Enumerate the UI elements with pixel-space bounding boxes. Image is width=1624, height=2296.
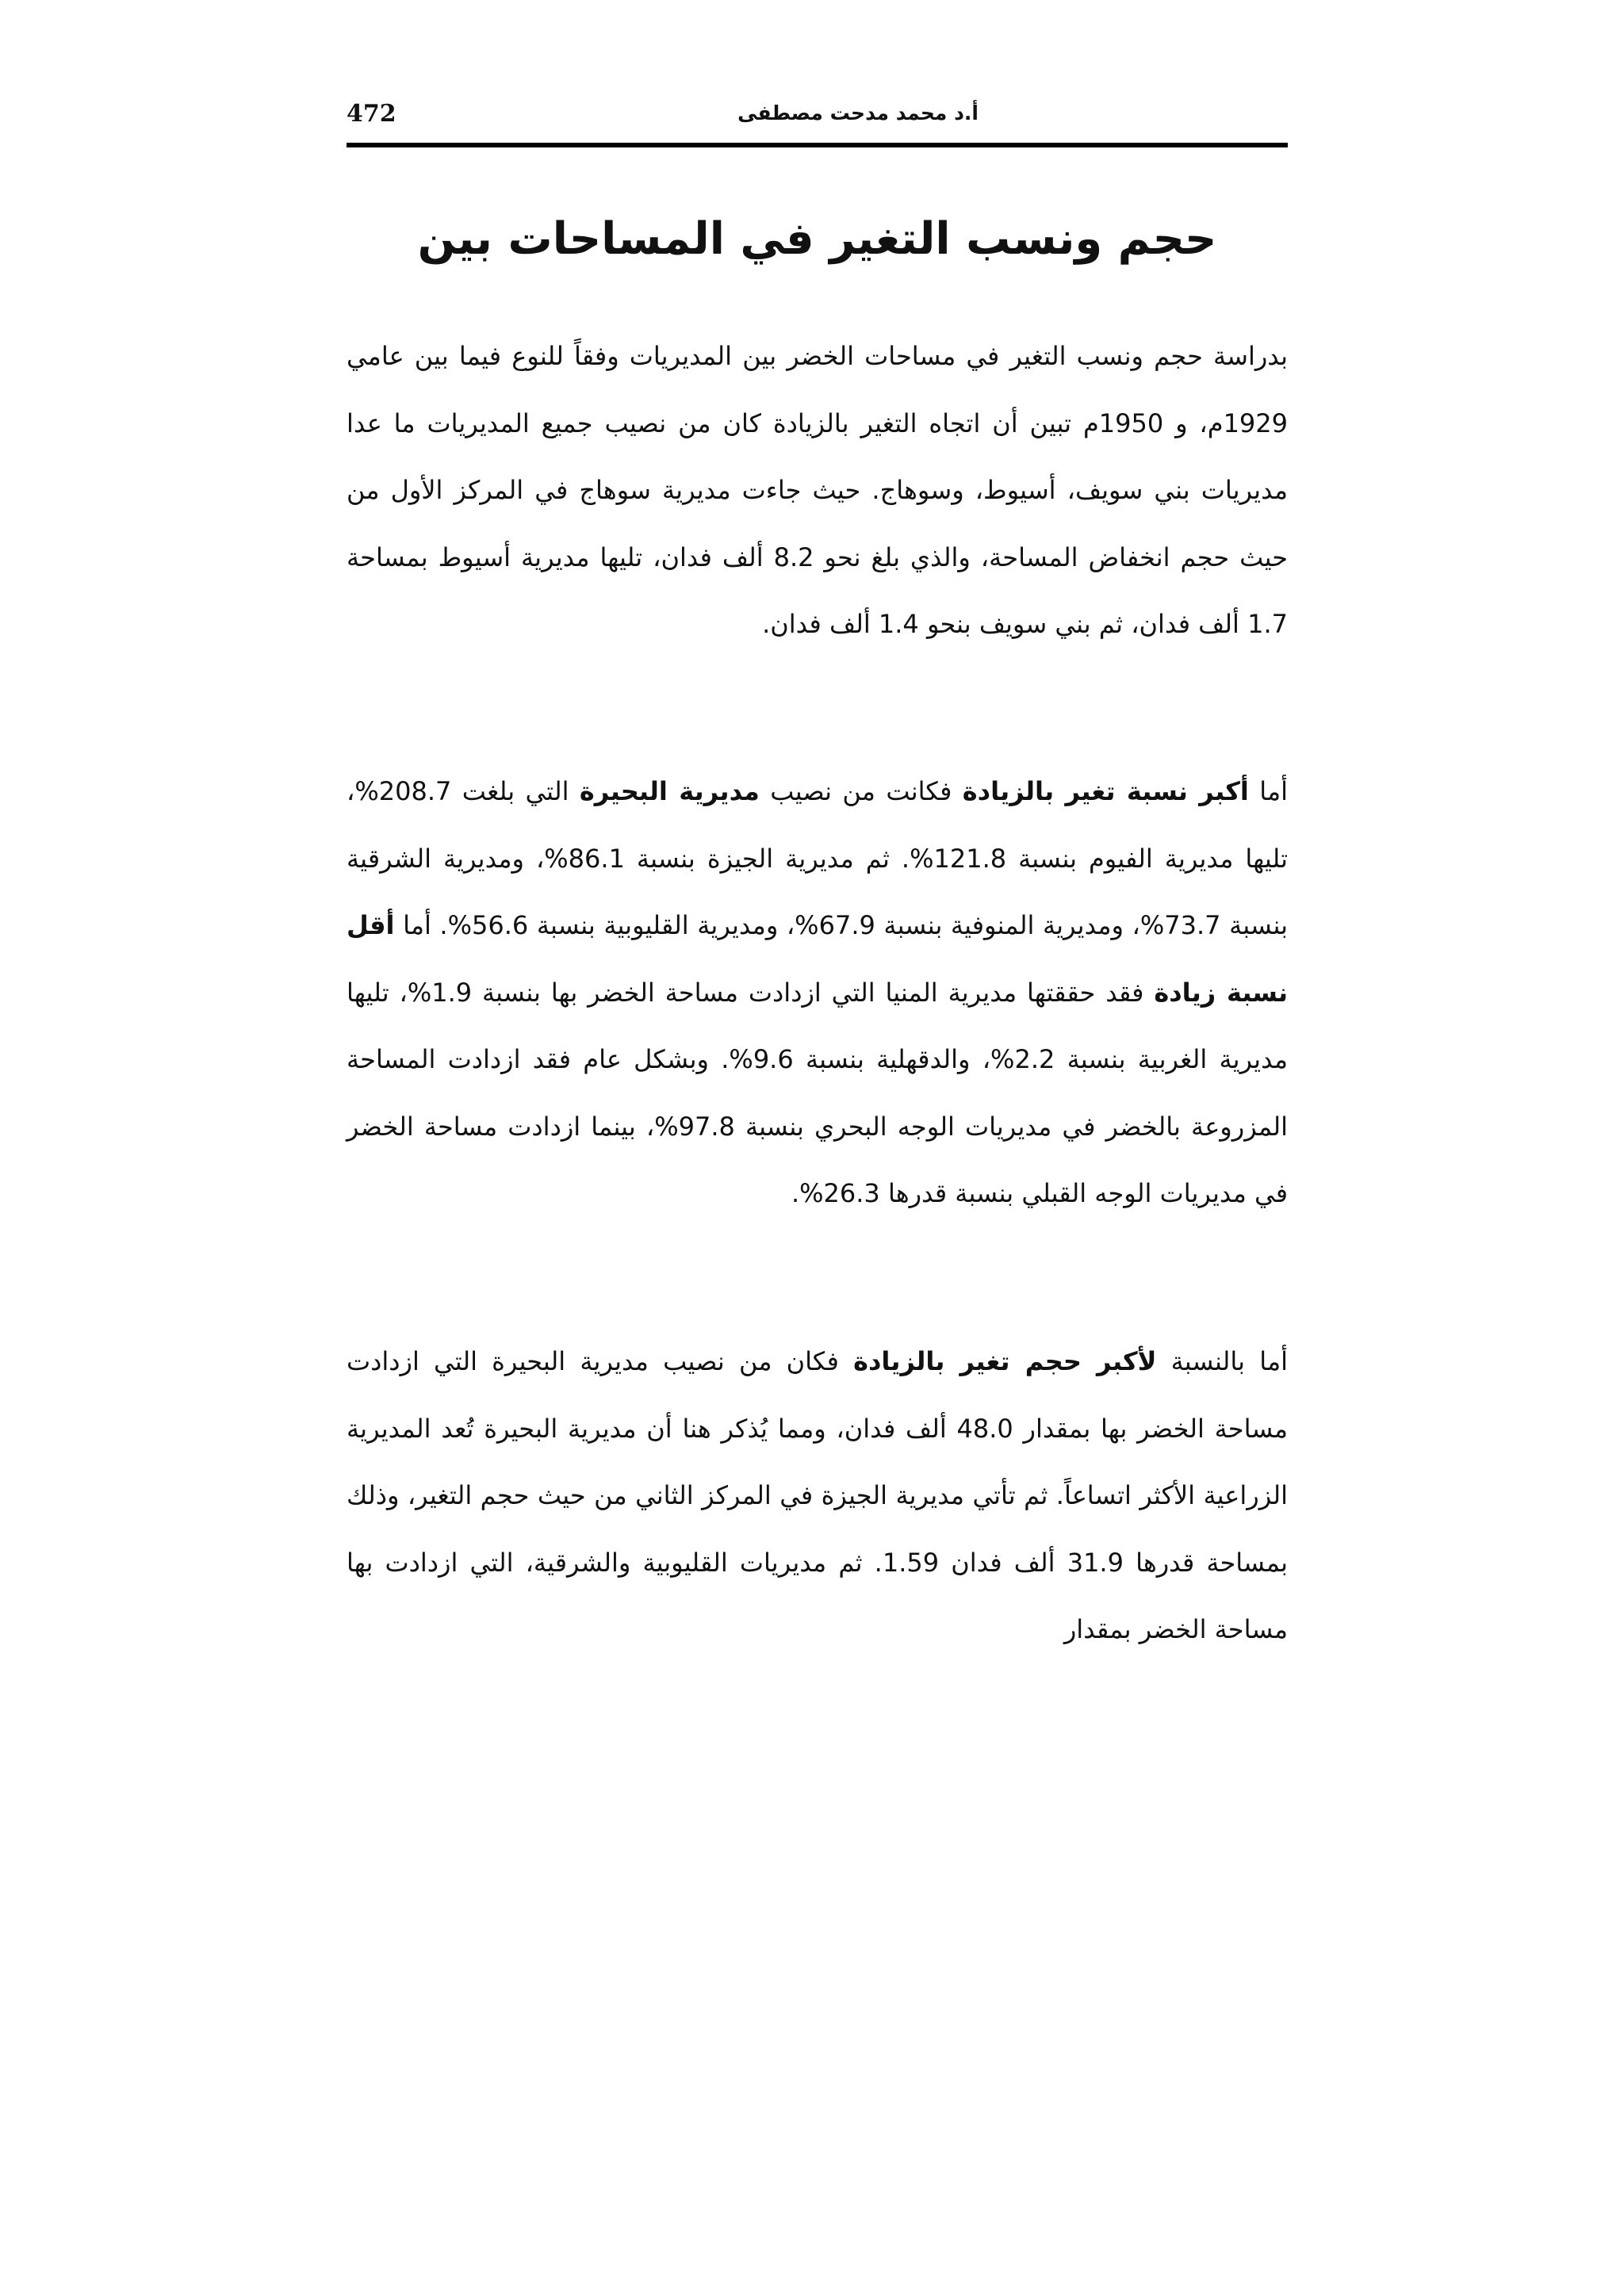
text-run: فكانت من نصيب (759, 776, 963, 806)
bold-phrase: أكبر نسبة تغير بالزيادة (962, 776, 1249, 806)
text-run: فقد حققتها مديرية المنيا التي ازدادت مساحة الخضر بها بنسبة 1.9%، تليها مديرية الغربية بنسبة 2.2%، والدقهلية بنسبة 9.6%. وبشكل عام فقد ازدادت المساحة المزروعة بالخضر في مديريات الوجه البحري بنسبة 97.8%، بينما ازدادت مساحة الخضر في مديريات الوجه القبلي بنسبة قدرها 26.3%. (347, 977, 1289, 1208)
text-run: التي بلغت 208.7%، تليها مديرية الفيوم بنسبة 121.8%. ثم مديرية الجيزة بنسبة 86.1%، ومديرية الشرقية بنسبة 73.7%، ومديرية المنوفية بنسبة 67.9%، ومديرية القليوبية بنسبة 56.6%. أما (347, 776, 1289, 940)
bold-phrase: لأكبر حجم تغير بالزيادة (853, 1346, 1157, 1376)
page-title: حجم ونسب التغير في المساحات بين (417, 213, 1217, 265)
paragraph (347, 1328, 1288, 1663)
page-number: 472 (347, 100, 396, 128)
text-run: أما (1248, 776, 1289, 806)
text-run: فكان من نصيب مديرية البحيرة التي ازدادت مساحة الخضر بها بمقدار 48.0 ألف فدان، ومما يُذكر هنا أن مديرية البحيرة تُعد المديرية الزراعية الأكثر اتساعاً. ثم تأتي مديرية الجيزة في المركز الثاني من حيث حجم التغير، وذلك بمساحة قدرها 31.9 ألف فدان 1.59. ثم مديريات القليوبية والشرقية، التي ازدادت بها مساحة الخضر بمقدار (347, 1346, 1289, 1644)
text-run: أما بالنسبة (1156, 1346, 1289, 1376)
author-name: أ.د محمد مدحت مصطفى (737, 101, 979, 124)
bold-phrase: مديرية البحيرة (579, 776, 760, 806)
running-header (347, 94, 1288, 147)
text-run: بدراسة حجم ونسب التغير في مساحات الخضر بين المديريات وفقاً للنوع فيما بين عامي 1929م، و 1950م تبين أن اتجاه التغير بالزيادة كان من نصيب جميع المديريات ما عدا مديريات بني سويف، أسيوط، وسوهاج. حيث جاءت مديرية سوهاج في المركز الأول من حيث حجم انخفاض المساحة، والذي بلغ نحو 8.2 ألف فدان، تليها مديرية أسيوط بمساحة 1.7 ألف فدان، ثم بني سويف بنحو 1.4 ألف فدان. (347, 341, 1289, 639)
paragraph (347, 323, 1288, 658)
paragraph (347, 758, 1288, 1227)
bold-phrase: أقل نسبة زيادة (347, 910, 1289, 1008)
